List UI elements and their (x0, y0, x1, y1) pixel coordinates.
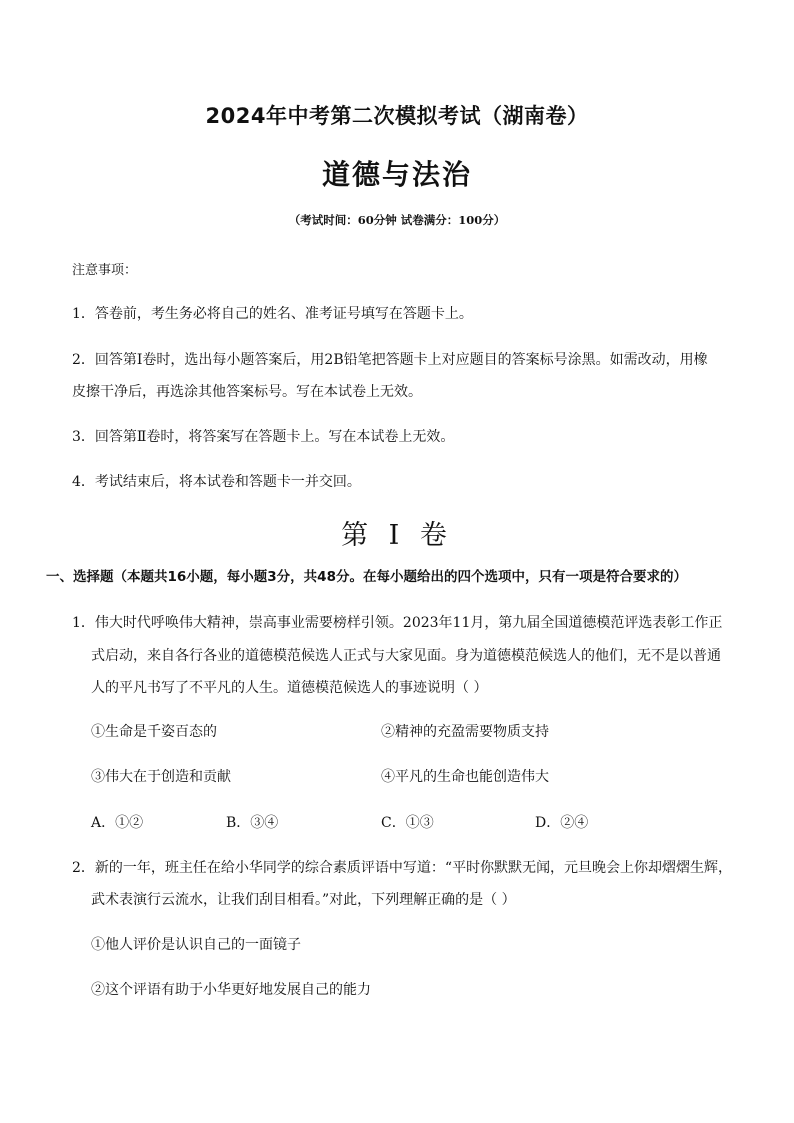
question-2-statement-2: ②这个评语有助于小华更好地发展自己的能力 (91, 982, 371, 998)
question-1-choice-d[interactable]: D．②④ (535, 815, 589, 831)
notice-item-3: 3．回答第Ⅱ卷时，将答案写在答题卡上。写在本试卷上无效。 (72, 429, 455, 445)
question-1-statement-4: ④平凡的生命也能创造伟大 (381, 769, 549, 785)
subject-title: 道德与法治 (321, 158, 472, 191)
notice-item-2-cont: 皮擦干净后，再选涂其他答案标号。写在本试卷上无效。 (72, 384, 422, 400)
question-2-statement-1: ①他人评价是认识自己的一面镜子 (91, 937, 301, 953)
notice-heading: 注意事项： (72, 263, 138, 278)
question-2-line-2: 武术表演行云流水，让我们刮目相看。”对此，下列理解正确的是（ ） (91, 892, 516, 908)
exam-info: （考试时间：60分钟 试卷满分：100分） (288, 213, 506, 227)
question-1-line-3: 人的平凡书写了不平凡的人生。道德模范候选人的事迹说明（ ） (91, 680, 488, 696)
question-1-statement-3: ③伟大在于创造和贡献 (91, 769, 231, 785)
question-1-choice-c[interactable]: C．①③ (381, 815, 434, 831)
question-1-line-2: 式启动，来自各行各业的道德模范候选人正式与大家见面。身为道德模范候选人的他们，无不是以普通 (91, 648, 721, 664)
notice-item-4: 4．考试结束后，将本试卷和答题卡一并交回。 (72, 474, 361, 490)
question-1-choice-a[interactable]: A．①② (91, 815, 144, 831)
question-1-line-1: 1．伟大时代呼唤伟大精神，崇高事业需要榜样引领。2023年11月，第九届全国道德模范评选表彰工作正 (72, 615, 723, 631)
question-1-choice-b[interactable]: B．③④ (226, 815, 279, 831)
question-1-statement-2: ②精神的充盈需要物质支持 (381, 724, 549, 740)
notice-item-2: 2．回答第Ⅰ卷时，选出每小题答案后，用2B铅笔把答题卡上对应题目的答案标号涂黑。如需改动，用橡 (72, 352, 708, 368)
volume-title: 第 I 卷 (341, 520, 453, 551)
notice-item-1: 1．答卷前，考生务必将自己的姓名、准考证号填写在答题卡上。 (72, 306, 473, 322)
exam-title: 2024年中考第二次模拟考试（湖南卷） (205, 104, 589, 128)
section-heading: 一、选择题（本题共16小题，每小题3分，共48分。在每小题给出的四个选项中，只有一项是符合要求的） (46, 569, 687, 585)
question-1-statement-1: ①生命是千姿百态的 (91, 724, 217, 740)
question-2-line-1: 2．新的一年，班主任在给小华同学的综合素质评语中写道：“平时你默默无闻，元旦晚会上你却熠熠生辉， (72, 860, 733, 876)
